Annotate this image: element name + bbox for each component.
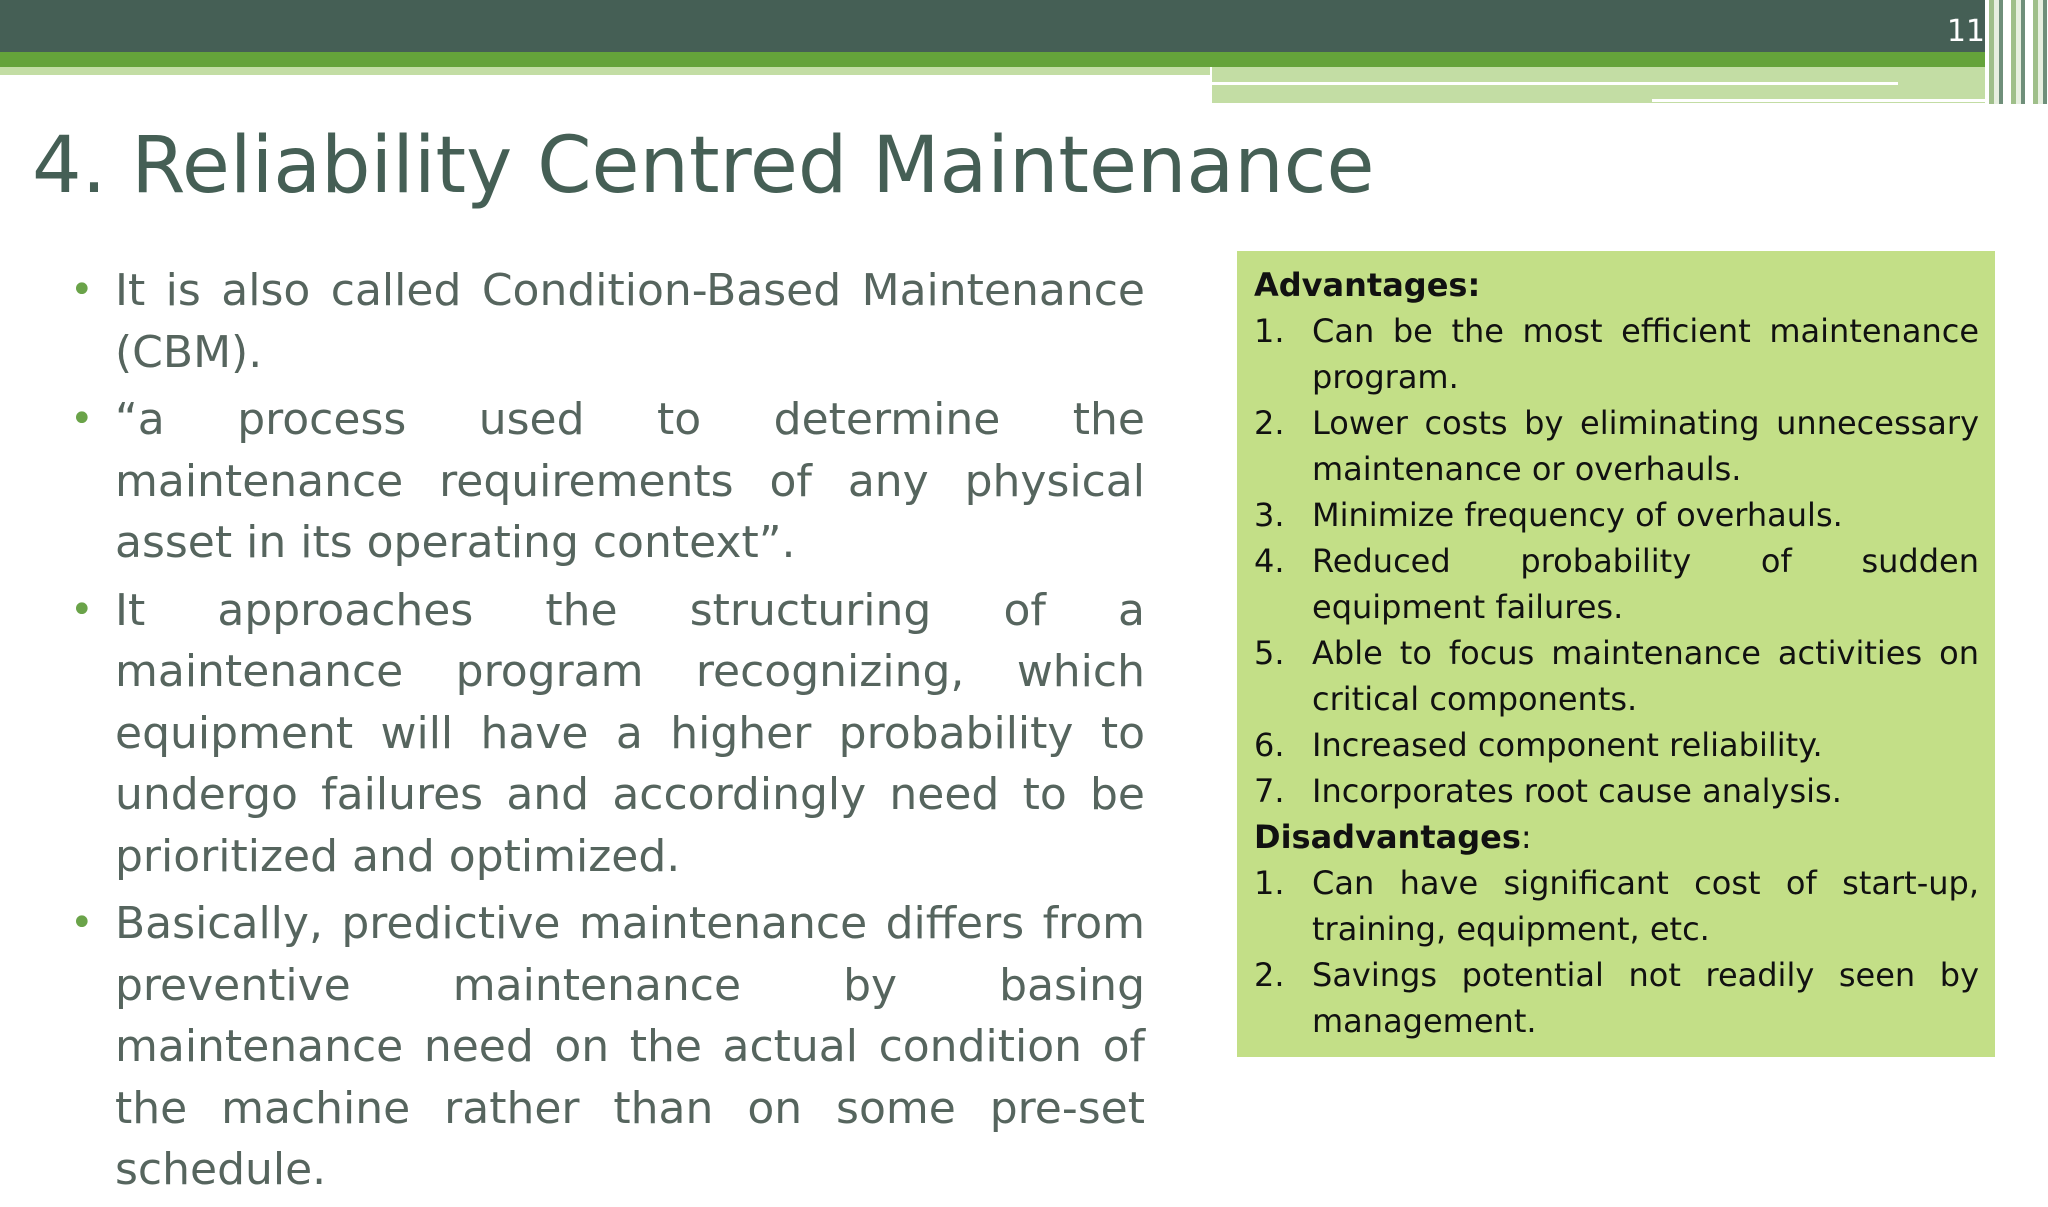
header-band-light xyxy=(0,67,1210,75)
bullet-icon: • xyxy=(70,396,94,442)
item-text: Can have significant cost of start-up, training, equipment, etc. xyxy=(1312,864,1979,948)
advantage-item xyxy=(1254,630,1979,722)
item-text: Minimize frequency of overhauls. xyxy=(1312,496,1843,534)
bullet-text: “a process used to determine the maintenance requirements of any physical asset in its operating context”. xyxy=(115,394,1145,568)
bullet-icon: • xyxy=(70,586,94,633)
item-number: 5. xyxy=(1254,634,1285,672)
advantage-item xyxy=(1254,492,1979,538)
item-text: Savings potential not readily seen by management. xyxy=(1312,956,1979,1040)
header-line xyxy=(1652,99,2000,102)
item-number: 2. xyxy=(1254,404,1285,442)
advantages-heading: Advantages: xyxy=(1254,266,1481,304)
bullet-item xyxy=(70,389,1145,574)
advantage-item xyxy=(1254,722,1979,768)
header-line xyxy=(1212,82,1898,85)
disadvantages-heading xyxy=(1254,814,1979,860)
item-text: Reduced probability of sudden equipment failures. xyxy=(1312,542,1979,626)
item-text: Lower costs by eliminating unnecessary maintenance or overhauls. xyxy=(1312,404,1979,488)
slide-number: 11 xyxy=(1946,14,1985,49)
advantage-item xyxy=(1254,768,1979,814)
item-number: 3. xyxy=(1254,496,1285,534)
bullet-icon: • xyxy=(70,267,94,313)
item-number: 1. xyxy=(1254,864,1285,902)
bullet-icon: • xyxy=(70,900,94,946)
item-number: 6. xyxy=(1254,726,1285,764)
advantage-item xyxy=(1254,538,1979,630)
header-stripes xyxy=(1985,0,2048,104)
item-text: Able to focus maintenance activities on critical components. xyxy=(1312,634,1979,718)
item-number: 2. xyxy=(1254,956,1285,994)
disadvantages-heading-text: Disadvantages xyxy=(1254,818,1521,856)
advantages-disadvantages-box xyxy=(1237,251,1995,1057)
item-text: Increased component reliability. xyxy=(1312,726,1823,764)
bullet-text: It approaches the structuring of a maintenance program recognizing, which equipment will have a higher probability to undergo failures and accordingly need to be prioritized and optimized. xyxy=(115,584,1145,882)
bullet-list xyxy=(70,260,1145,1207)
bullet-text: Basically, predictive maintenance differs from preventive maintenance by basing maintenance need on the actual condition of the machine rather than on some pre-set schedule. xyxy=(115,898,1145,1195)
advantage-item xyxy=(1254,308,1979,400)
disadvantage-item xyxy=(1254,860,1979,952)
disadvantages-list xyxy=(1254,860,1979,1044)
advantages-list xyxy=(1254,308,1979,814)
header-band-green xyxy=(0,52,2000,67)
item-number: 1. xyxy=(1254,312,1285,350)
header-band-dark xyxy=(0,0,2048,52)
advantage-item xyxy=(1254,400,1979,492)
disadvantages-heading-colon: : xyxy=(1520,818,1532,856)
bullet-text: It is also called Condition-Based Maintenance (CBM). xyxy=(115,265,1145,378)
slide-title: 4. Reliability Centred Maintenance xyxy=(32,121,1375,211)
item-number: 7. xyxy=(1254,772,1285,810)
bullet-item xyxy=(70,893,1145,1201)
bullet-item xyxy=(70,260,1145,383)
disadvantage-item xyxy=(1254,952,1979,1044)
bullet-item xyxy=(70,580,1145,888)
header-band-right xyxy=(1212,67,2000,103)
item-number: 4. xyxy=(1254,542,1285,580)
item-text: Incorporates root cause analysis. xyxy=(1312,772,1842,810)
item-text: Can be the most efficient maintenance program. xyxy=(1312,312,1979,396)
